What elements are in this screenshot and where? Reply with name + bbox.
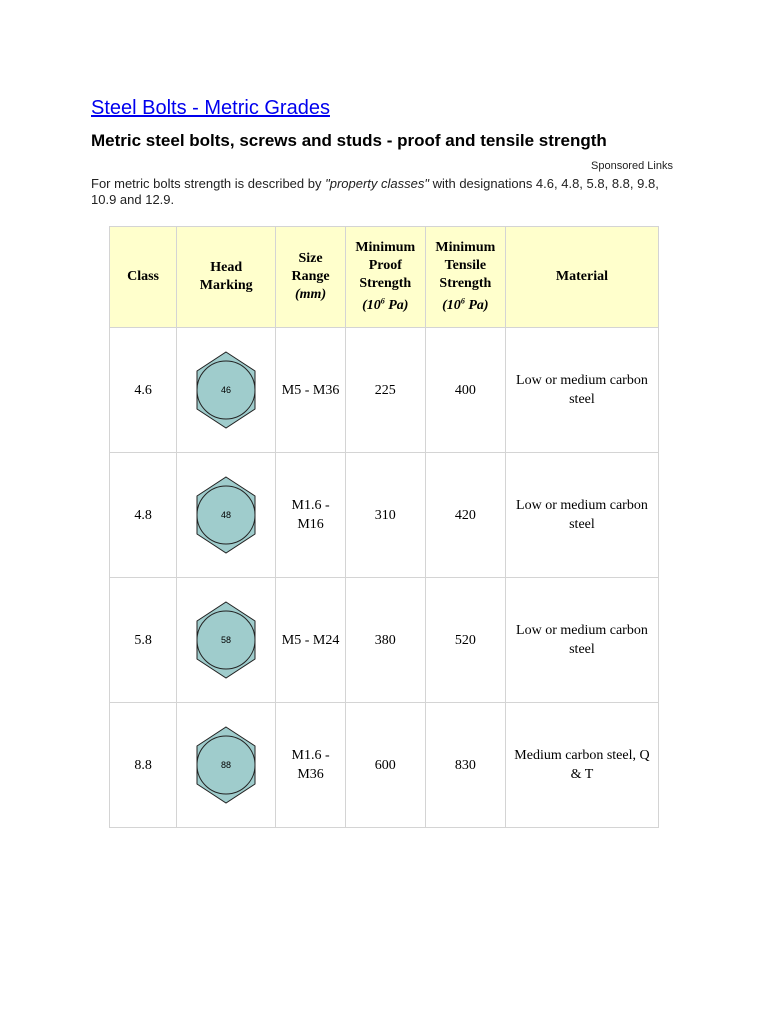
head-marking-label: 88 xyxy=(221,760,232,770)
cell-class: 4.8 xyxy=(110,453,177,578)
header-size-line2: Range xyxy=(291,269,330,284)
cell-class: 5.8 xyxy=(110,578,177,703)
header-tensile-strength xyxy=(425,227,505,328)
cell-tensile-strength: 400 xyxy=(425,328,505,453)
intro-emphasis: "property classes" xyxy=(325,176,429,191)
header-proof-line1: Minimum xyxy=(355,239,416,255)
hex-bolt-head-icon xyxy=(193,475,259,555)
cell-tensile-strength: 830 xyxy=(425,703,505,828)
header-material: Material xyxy=(505,227,658,328)
cell-size-range: M1.6 - M36 xyxy=(276,703,345,828)
header-tensile-unit xyxy=(442,298,488,313)
header-proof-unit xyxy=(362,298,408,313)
cell-proof-strength: 600 xyxy=(345,703,425,828)
cell-size-range: M1.6 - M16 xyxy=(276,453,345,578)
table-row xyxy=(110,703,659,828)
cell-size-range: M5 - M24 xyxy=(276,578,345,703)
table-row xyxy=(110,578,659,703)
cell-head-marking xyxy=(177,703,276,828)
header-proof-strength xyxy=(345,227,425,328)
header-class: Class xyxy=(110,227,177,328)
cell-proof-strength: 380 xyxy=(345,578,425,703)
cell-proof-strength: 310 xyxy=(345,453,425,578)
cell-head-marking xyxy=(177,578,276,703)
cell-tensile-strength: 520 xyxy=(425,578,505,703)
cell-head-marking xyxy=(177,328,276,453)
cell-material: Low or medium carbon steel xyxy=(505,328,658,453)
intro-text-after: with designations 4.6, 4.8, 5.8, 8.8, 9.8, 10.9 and 12.9. xyxy=(91,176,659,207)
sponsored-links-label: Sponsored Links xyxy=(591,160,673,172)
header-proof-line2: Proof xyxy=(368,257,402,273)
table-row xyxy=(110,453,659,578)
cell-class: 4.6 xyxy=(110,328,177,453)
header-size-range xyxy=(276,227,345,328)
pa-exponent: 6 xyxy=(460,296,465,306)
pa-close: Pa) xyxy=(384,298,409,314)
header-proof-line3: Strength xyxy=(359,275,412,291)
header-tensile-line3: Strength xyxy=(439,275,492,291)
head-marking-label: 46 xyxy=(221,385,232,395)
pa-close: Pa) xyxy=(464,298,489,314)
header-head-marking-line1: Head xyxy=(210,260,243,275)
cell-material: Medium carbon steel, Q & T xyxy=(505,703,658,828)
header-head-marking-line2: Marking xyxy=(199,278,253,293)
hex-bolt-head-icon xyxy=(193,725,259,805)
page-subtitle: Metric steel bolts, screws and studs - proof and tensile strength xyxy=(91,131,607,150)
cell-material: Low or medium carbon steel xyxy=(505,578,658,703)
intro-text-before: For metric bolts strength is described by xyxy=(91,176,326,191)
hex-bolt-head-icon xyxy=(193,600,259,680)
bolt-grades-table xyxy=(109,226,659,828)
cell-size-range: M5 - M36 xyxy=(276,328,345,453)
header-tensile-line1: Minimum xyxy=(435,239,496,255)
header-head-marking xyxy=(177,227,276,328)
pa-open: (10 xyxy=(442,298,461,314)
cell-tensile-strength: 420 xyxy=(425,453,505,578)
table-row xyxy=(110,328,659,453)
cell-proof-strength: 225 xyxy=(345,328,425,453)
intro-paragraph xyxy=(91,176,681,208)
hex-bolt-head-icon xyxy=(193,350,259,430)
header-size-line1: Size xyxy=(298,251,323,266)
head-marking-label: 58 xyxy=(221,635,232,645)
header-size-unit: (mm) xyxy=(295,287,327,302)
page-title-link[interactable]: Steel Bolts - Metric Grades xyxy=(91,97,330,119)
header-tensile-line2: Tensile xyxy=(444,257,487,273)
head-marking-label: 48 xyxy=(221,510,232,520)
table-header-row xyxy=(110,227,659,328)
cell-head-marking xyxy=(177,453,276,578)
pa-open: (10 xyxy=(362,298,381,314)
pa-exponent: 6 xyxy=(380,296,385,306)
cell-material: Low or medium carbon steel xyxy=(505,453,658,578)
cell-class: 8.8 xyxy=(110,703,177,828)
